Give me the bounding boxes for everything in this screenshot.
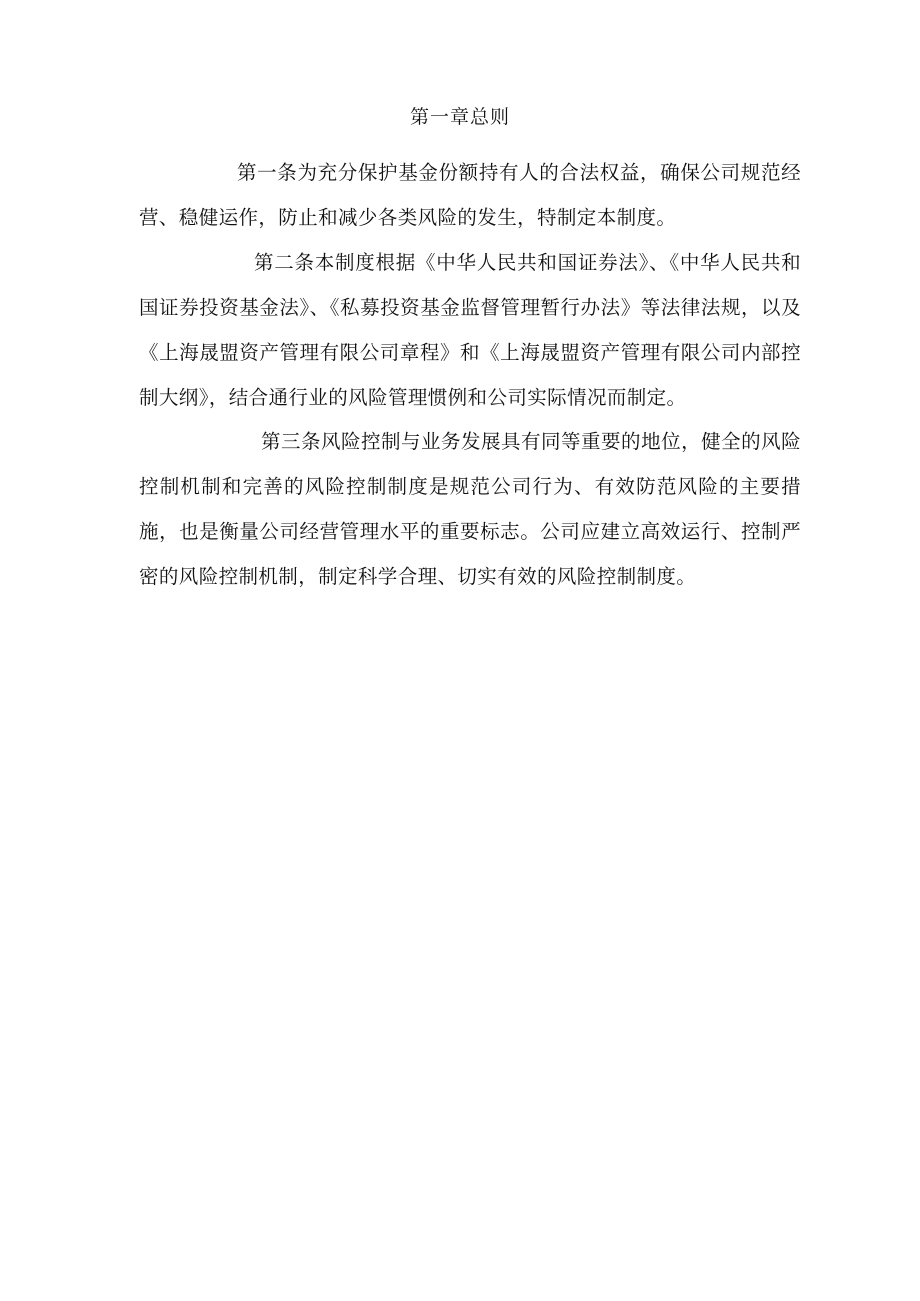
article-2-paragraph: 第二条本制度根据《中华人民共和国证券法》、《中华人民共和国证券投资基金法》、《私募投资基金监督管理暂行办法》等法律法规，以及《上海晟盟资产管理有限公司章程》和《上海晟盟资产管理有限公司内部控制大纲》，结合通行业的风险管理惯例和公司实际情况而制定。 bbox=[139, 251, 801, 409]
article-1-paragraph: 第一条为充分保护基金份额持有人的合法权益，确保公司规范经营、稳健运作，防止和减少各类风险的发生，特制定本制度。 bbox=[139, 161, 801, 229]
chapter-title: 第一章总则 bbox=[409, 106, 510, 128]
article-3-paragraph: 第三条风险控制与业务发展具有同等重要的地位，健全的风险控制机制和完善的风险控制制度是规范公司行为、有效防范风险的主要措施，也是衡量公司经营管理水平的重要标志。公司应建立高效运行、控制严密的风险控制机制，制定科学合理、切实有效的风险控制制度。 bbox=[139, 430, 801, 588]
